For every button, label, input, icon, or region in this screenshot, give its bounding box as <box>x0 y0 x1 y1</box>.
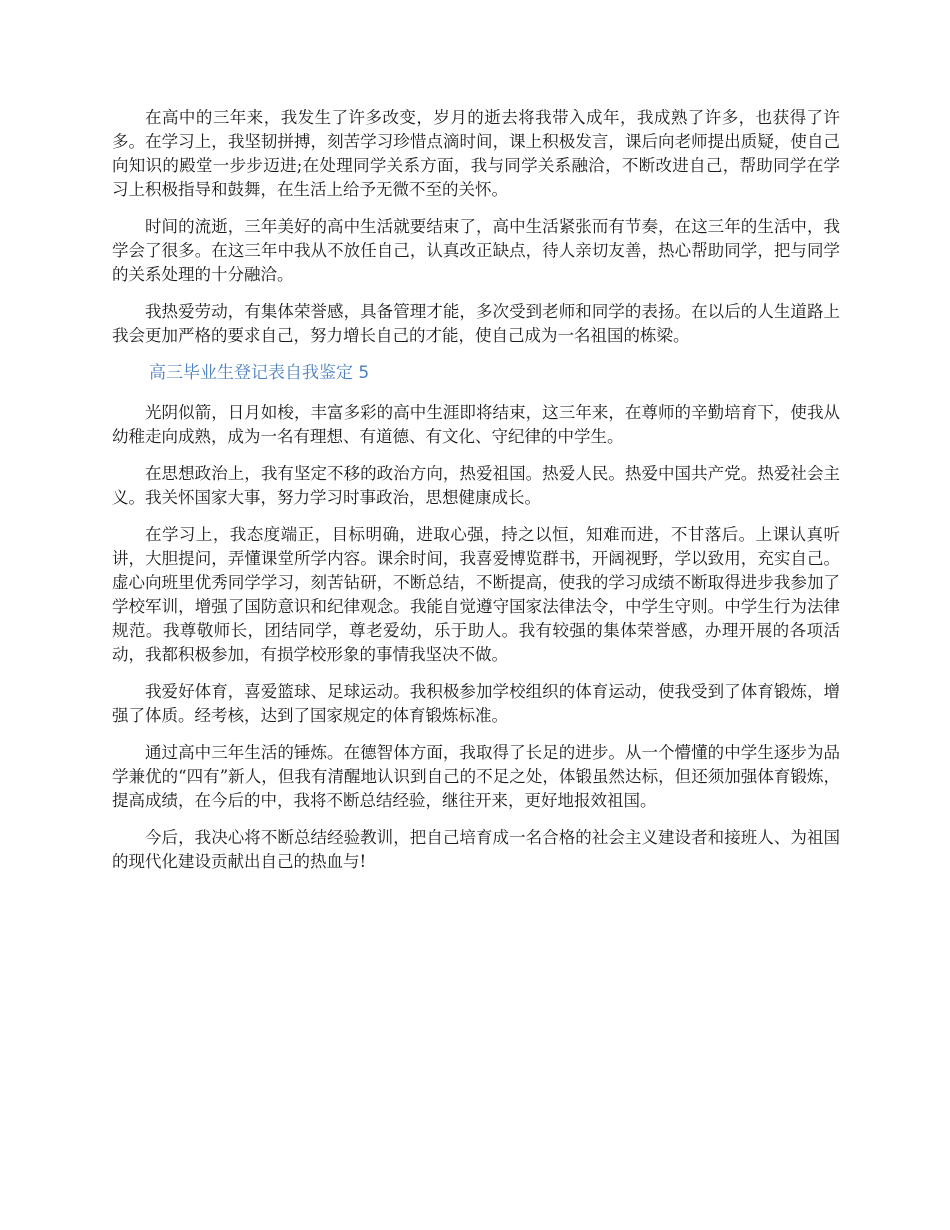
paragraph: 我热爱劳动，有集体荣誉感，具备管理才能，多次受到老师和同学的表扬。在以后的人生道路上我会更加严格的要求自己，努力增长自己的才能，使自己成为一名祖国的栋梁。 <box>112 302 840 345</box>
paragraph: 在高中的三年来，我发生了许多改变，岁月的逝去将我带入成年，我成熟了许多，也获得了许多。在学习上，我坚韧拼搏，刻苦学习珍惜点滴时间，课上积极发言，课后向老师提出质疑，使自己向知识的殿堂一步步迈进;在处理同学关系方面，我与同学关系融洽，不断改进自己，帮助同学在学习上积极指导和鼓舞，在生活上给予无微不至的关怀。 <box>112 108 840 199</box>
paragraph: 光阴似箭，日月如梭，丰富多彩的高中生涯即将结束，这三年来，在尊师的辛勤培育下，使我从幼稚走向成熟，成为一名有理想、有道德、有文化、守纪律的中学生。 <box>112 403 840 446</box>
section-heading: 高三毕业生登记表自我鉴定 5 <box>149 363 370 383</box>
paragraph: 时间的流逝，三年美好的高中生活就要结束了，高中生活紧张而有节奏，在这三年的生活中，我学会了很多。在这三年中我从不放任自己，认真改正缺点，待人亲切友善，热心帮助同学，把与同学的关系处理的十分融洽。 <box>112 217 840 284</box>
paragraph: 我爱好体育，喜爱篮球、足球运动。我积极参加学校组织的体育运动，使我受到了体育锻炼，增强了体质。经考核，达到了国家规定的体育锻炼标准。 <box>112 682 840 725</box>
document-page <box>112 106 840 887</box>
paragraph: 在思想政治上，我有坚定不移的政治方向，热爱祖国。热爱人民。热爱中国共产党。热爱社会主义。我关怀国家大事，努力学习时事政治，思想健康成长。 <box>112 464 840 507</box>
paragraph: 在学习上，我态度端正，目标明确，进取心强，持之以恒，知难而进，不甘落后。上课认真听讲，大胆提问，弄懂课堂所学内容。课余时间，我喜爱博览群书，开阔视野，学以致用，充实自己。虚心向班里优秀同学学习，刻苦钻研，不断总结，不断提高，使我的学习成绩不断取得进步我参加了学校军训，增强了国防意识和纪律观念。我能自觉遵守国家法律法令，中学生守则。中学生行为法律规范。我尊敬师长，团结同学，尊老爱幼，乐于助人。我有较强的集体荣誉感，办理开展的各项活动，我都积极参加，有损学校形象的事情我坚决不做。 <box>112 525 840 664</box>
paragraph: 通过高中三年生活的锤炼。在德智体方面，我取得了长足的进步。从一个懵懂的中学生逐步为品学兼优的“四有”新人，但我有清醒地认识到自己的不足之处，体锻虽然达标，但还须加强体育锻炼，提高成绩，在今后的中，我将不断总结经验，继往开来，更好地报效祖国。 <box>112 743 840 810</box>
paragraph: 今后，我决心将不断总结经验教训，把自己培育成一名合格的社会主义建设者和接班人、为祖国的现代化建设贡献出自己的热血与! <box>112 828 840 871</box>
